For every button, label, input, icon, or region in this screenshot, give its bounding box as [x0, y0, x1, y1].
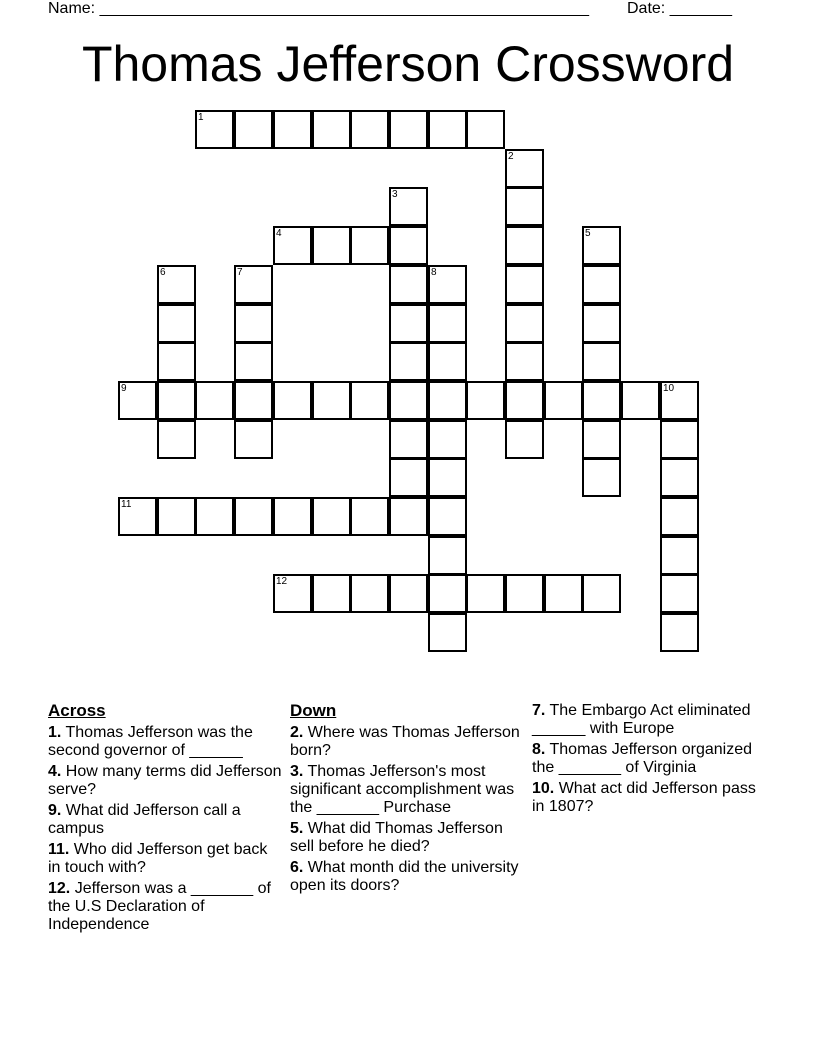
grid-cell[interactable]	[118, 497, 157, 536]
grid-cell[interactable]	[195, 110, 234, 149]
grid-cell[interactable]	[660, 458, 699, 497]
clue-item-text: What act did Jefferson pass in 1807?	[532, 780, 756, 815]
grid-cell[interactable]	[428, 574, 467, 613]
grid-cell[interactable]	[234, 265, 273, 304]
clue-item-text: Thomas Jefferson's most significant accomplishment was the _______ Purchase	[290, 763, 515, 816]
grid-cell[interactable]	[157, 497, 196, 536]
clue-item	[290, 859, 526, 895]
grid-cell[interactable]	[505, 187, 544, 226]
clue-item-number: 8.	[532, 741, 546, 758]
grid-cell[interactable]	[544, 574, 583, 613]
grid-cell[interactable]	[157, 265, 196, 304]
grid-cell[interactable]	[466, 381, 505, 420]
grid-cell[interactable]	[582, 265, 621, 304]
grid-cell[interactable]	[505, 149, 544, 188]
clue-item-number: 6.	[290, 859, 304, 876]
grid-cell[interactable]	[544, 381, 583, 420]
clue-number: 8	[431, 267, 437, 278]
clue-item	[48, 763, 284, 799]
grid-cell[interactable]	[350, 226, 389, 265]
grid-cell[interactable]	[350, 574, 389, 613]
clue-number: 7	[237, 267, 243, 278]
grid-cell[interactable]	[428, 420, 467, 459]
down-clues	[290, 702, 526, 898]
clue-item-text: Thomas Jefferson organized the _______ of Virginia	[532, 741, 752, 776]
clue-item-number: 11.	[48, 841, 70, 858]
grid-cell[interactable]	[582, 420, 621, 459]
clue-item-text: Who did Jefferson get back in touch with?	[48, 841, 268, 876]
clue-item-text: Jefferson was a _______ of the U.S Declaration of Independence	[48, 880, 271, 933]
grid-cell[interactable]	[312, 381, 351, 420]
grid-cell[interactable]	[582, 226, 621, 265]
grid-cell[interactable]	[312, 110, 351, 149]
clue-item	[48, 724, 284, 760]
grid-cell[interactable]	[389, 187, 428, 226]
clue-number: 1	[198, 112, 204, 123]
grid-cell[interactable]	[428, 342, 467, 381]
grid-cell[interactable]	[312, 226, 351, 265]
clue-number: 4	[276, 228, 282, 239]
grid-cell[interactable]	[582, 574, 621, 613]
grid-cell[interactable]	[505, 226, 544, 265]
grid-cell[interactable]	[505, 420, 544, 459]
grid-cell[interactable]	[466, 574, 505, 613]
grid-cell[interactable]	[312, 497, 351, 536]
grid-cell[interactable]	[389, 265, 428, 304]
clue-item-text: What month did the university open its doors?	[290, 859, 519, 894]
grid-cell[interactable]	[428, 458, 467, 497]
clue-number: 3	[392, 189, 398, 200]
clue-item-number: 2.	[290, 724, 304, 741]
clue-number: 12	[276, 576, 288, 587]
clue-item-number: 3.	[290, 763, 304, 780]
grid-cell[interactable]	[350, 110, 389, 149]
grid-cell[interactable]	[582, 458, 621, 497]
grid-cell[interactable]	[157, 342, 196, 381]
grid-cell[interactable]	[195, 381, 234, 420]
grid-cell[interactable]	[389, 497, 428, 536]
grid-cell[interactable]	[118, 381, 157, 420]
down-clues-continued	[532, 702, 772, 819]
clue-item-number: 12.	[48, 880, 71, 897]
grid-cell[interactable]	[389, 574, 428, 613]
clue-item-number: 7.	[532, 702, 546, 719]
grid-cell[interactable]	[157, 304, 196, 343]
grid-cell[interactable]	[621, 381, 660, 420]
grid-cell[interactable]	[389, 381, 428, 420]
grid-cell[interactable]	[312, 574, 351, 613]
grid-cell[interactable]	[273, 381, 312, 420]
grid-cell[interactable]	[234, 381, 273, 420]
clue-item	[48, 841, 284, 877]
grid-cell[interactable]	[157, 381, 196, 420]
clue-item-number: 10.	[532, 780, 555, 797]
grid-cell[interactable]	[273, 497, 312, 536]
clue-number: 9	[121, 383, 127, 394]
grid-cell[interactable]	[195, 497, 234, 536]
grid-cell[interactable]	[234, 304, 273, 343]
clue-item	[290, 820, 526, 856]
clue-number: 2	[508, 151, 514, 162]
grid-cell[interactable]	[582, 342, 621, 381]
clue-item	[48, 802, 284, 838]
grid-cell[interactable]	[389, 304, 428, 343]
grid-cell[interactable]	[234, 420, 273, 459]
grid-cell[interactable]	[350, 381, 389, 420]
grid-cell[interactable]	[389, 342, 428, 381]
clue-item	[48, 880, 284, 934]
grid-cell[interactable]	[660, 420, 699, 459]
grid-cell[interactable]	[466, 110, 505, 149]
grid-cell[interactable]	[505, 265, 544, 304]
clue-item	[290, 763, 526, 817]
grid-cell[interactable]	[582, 304, 621, 343]
grid-cell[interactable]	[273, 110, 312, 149]
grid-cell[interactable]	[660, 497, 699, 536]
clue-item-text: What did Thomas Jefferson sell before he died?	[290, 820, 503, 855]
grid-cell[interactable]	[234, 342, 273, 381]
grid-cell[interactable]	[389, 226, 428, 265]
across-clues	[48, 702, 284, 937]
clue-item-text: What did Jefferson call a campus	[48, 802, 241, 837]
across-heading: Across	[48, 701, 106, 720]
clue-item-number: 4.	[48, 763, 62, 780]
grid-cell[interactable]	[660, 574, 699, 613]
grid-cell[interactable]	[660, 381, 699, 420]
grid-cell[interactable]	[273, 574, 312, 613]
clue-item	[532, 780, 772, 816]
clue-item-number: 9.	[48, 802, 62, 819]
clue-item-number: 5.	[290, 820, 304, 837]
grid-cell[interactable]	[389, 110, 428, 149]
grid-cell[interactable]	[234, 497, 273, 536]
grid-cell[interactable]	[660, 536, 699, 575]
grid-cell[interactable]	[582, 381, 621, 420]
grid-cell[interactable]	[234, 110, 273, 149]
clue-item-text: Where was Thomas Jefferson born?	[290, 724, 520, 759]
clue-number: 5	[585, 228, 591, 239]
down-heading: Down	[290, 701, 337, 720]
grid-cell[interactable]	[273, 226, 312, 265]
name-field-label[interactable]: Name: _______________________________________________________	[48, 0, 589, 17]
clue-item-text: Thomas Jefferson was the second governor of ______	[48, 724, 253, 759]
grid-cell[interactable]	[350, 497, 389, 536]
grid-cell[interactable]	[428, 497, 467, 536]
clue-item-number: 1.	[48, 724, 62, 741]
clue-item-text: The Embargo Act eliminated ______ with Europe	[532, 702, 751, 737]
grid-cell[interactable]	[428, 536, 467, 575]
grid-cell[interactable]	[505, 304, 544, 343]
grid-cell[interactable]	[505, 574, 544, 613]
page-title: Thomas Jefferson Crossword	[81, 36, 735, 92]
grid-cell[interactable]	[660, 613, 699, 652]
clue-item	[290, 724, 526, 760]
grid-cell[interactable]	[389, 458, 428, 497]
grid-cell[interactable]	[389, 420, 428, 459]
clue-number: 11	[121, 499, 132, 510]
clue-number: 10	[663, 383, 675, 394]
clue-item	[532, 702, 772, 738]
clue-number: 6	[160, 267, 166, 278]
grid-cell[interactable]	[428, 110, 467, 149]
clue-item-text: How many terms did Jefferson serve?	[48, 763, 282, 798]
date-field-label[interactable]: Date: _______	[627, 0, 732, 17]
grid-cell[interactable]	[157, 420, 196, 459]
grid-cell[interactable]	[428, 613, 467, 652]
grid-cell[interactable]	[428, 265, 467, 304]
grid-cell[interactable]	[428, 381, 467, 420]
grid-cell[interactable]	[505, 342, 544, 381]
grid-cell[interactable]	[505, 381, 544, 420]
grid-cell[interactable]	[428, 304, 467, 343]
clue-item	[532, 741, 772, 777]
